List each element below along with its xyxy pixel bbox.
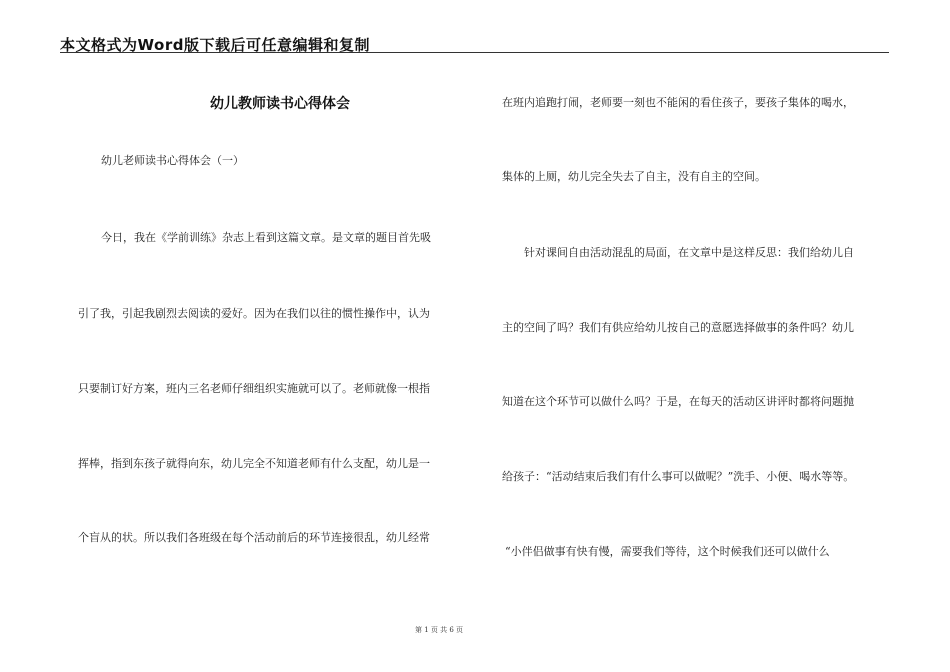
right-text-line: “小伴侣做事有快有慢，需要我们等待，这个时候我们还可以做什么 — [505, 545, 830, 558]
page-number-footer: 第 1 页 共 6 页 — [415, 626, 464, 634]
right-text-line: 主的空间了吗？我们有供应给幼儿按自己的意愿选择做事的条件吗？幼儿 — [502, 321, 854, 334]
left-text-line: 引了我，引起我剧烈去阅读的爱好。因为在我们以往的惯性操作中，认为 — [78, 307, 430, 320]
left-text-line: 挥棒，指到东孩子就得向东，幼儿完全不知道老师有什么支配，幼儿是一 — [78, 457, 430, 470]
right-text-line: 知道在这个环节可以做什么吗？于是，在每天的活动区讲评时都将问题抛 — [502, 395, 854, 408]
right-text-line: 集体的上厕，幼儿完全失去了自主，没有自主的空间。 — [502, 170, 766, 183]
left-text-line: 个盲从的状。所以我们各班级在每个活动前后的环节连接很乱，幼儿经常 — [78, 531, 430, 544]
right-text-line: 给孩子：“活动结束后我们有什么事可以做呢？”洗手、小便、喝水等等。 — [502, 470, 855, 483]
header-divider — [60, 52, 889, 53]
left-text-line: 今日，我在《学前训练》杂志上看到这篇文章。是文章的题目首先吸 — [101, 231, 431, 244]
right-text-line: 在班内追跑打闹，老师要一刻也不能闲的看住孩子，要孩子集体的喝水， — [502, 96, 854, 109]
right-text-line: 针对课间自由活动混乱的局面，在文章中是这样反思：我们给幼儿自 — [524, 246, 854, 259]
subtitle-line: 幼儿老师读书心得体会（一） — [101, 154, 244, 167]
document-title: 幼儿教师读书心得体会 — [210, 96, 350, 112]
document-header-banner: 本文格式为Word版下载后可任意编辑和复制 — [60, 36, 370, 54]
left-text-line: 只要制订好方案，班内三名老师仔细组织实施就可以了。老师就像一根指 — [78, 382, 430, 395]
